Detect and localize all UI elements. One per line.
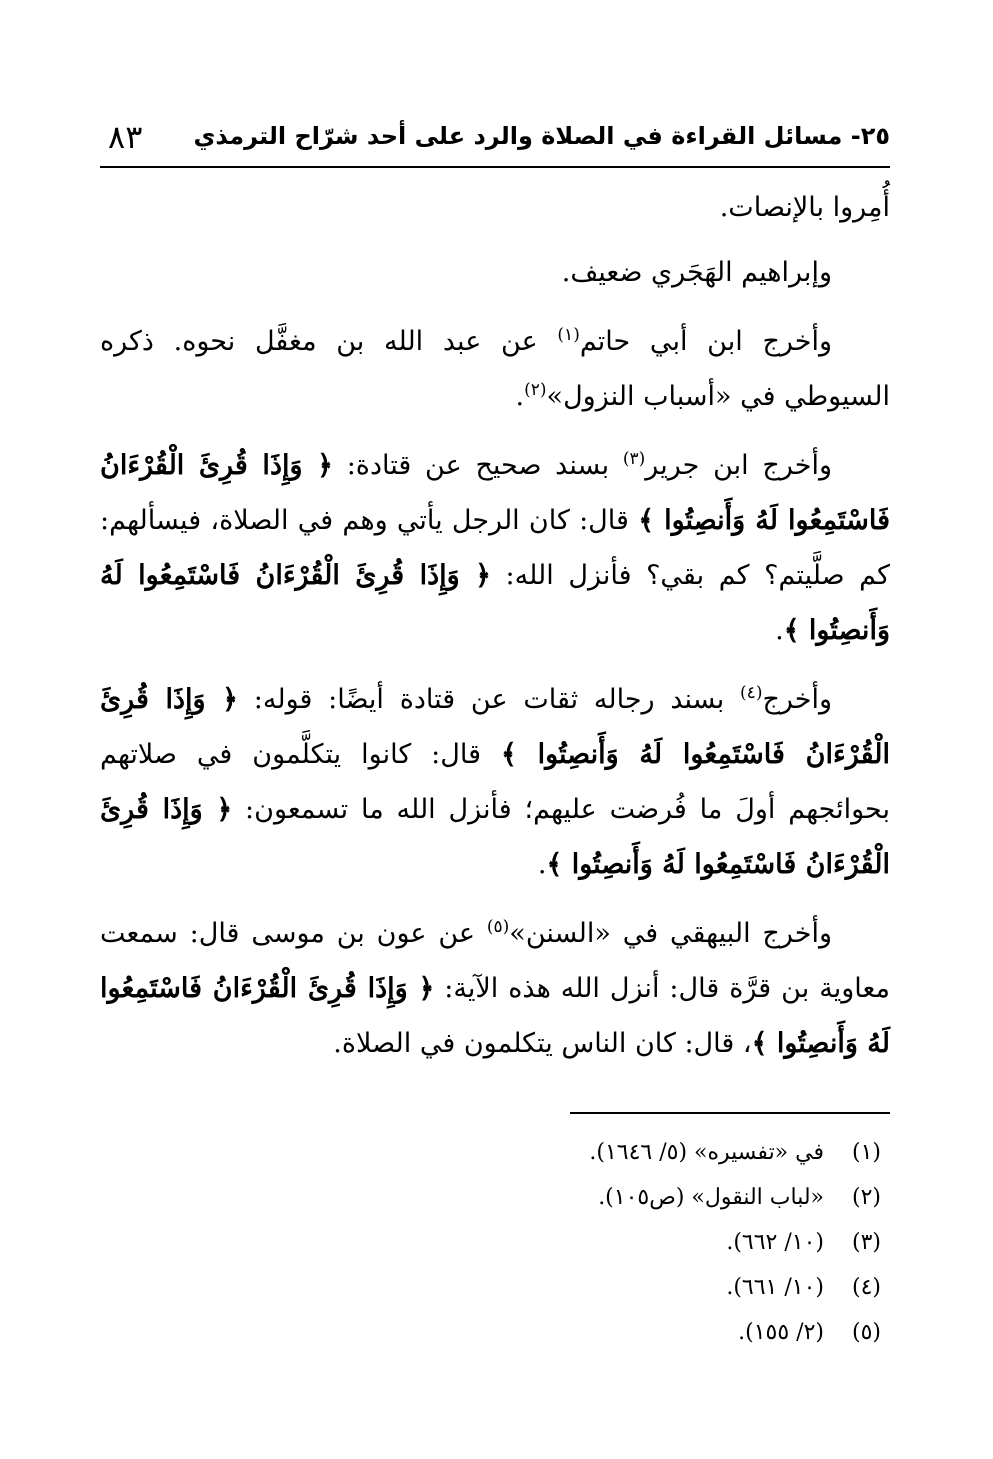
page-number: ٨٣ xyxy=(108,118,143,156)
paragraph-text: عن عون بن موسى قال: سمعت معاوية بن قرَّة قال: أنزل الله هذه الآية: xyxy=(100,918,890,1004)
footnote-number: (٤) xyxy=(851,1275,881,1300)
footnote xyxy=(281,1175,881,1220)
paragraph xyxy=(100,180,890,235)
paragraph xyxy=(100,906,890,1071)
footnote xyxy=(281,1130,881,1175)
footnote xyxy=(281,1220,881,1265)
paragraph-text: قال: كان الرجل يأتي وهم في الصلاة، فيسألهم: كم صلَّيتم؟ كم بقي؟ فأنزل الله: xyxy=(100,505,891,591)
paragraph-text: بسند صحيح عن قتادة: xyxy=(332,450,623,481)
paragraph xyxy=(100,314,890,424)
paragraph-text: عن عبد الله بن مغفَّل نحوه. ذكره السيوطي في «أسباب النزول» xyxy=(100,326,890,412)
paragraph-text: . xyxy=(515,381,525,412)
quran-verse: ﴿ وَإِذَا قُرِئَ الْقُرْءَانُ فَاسْتَمِعُوا لَهُ وَأَنصِتُوا ﴾ xyxy=(100,794,890,880)
paragraph-text: وأخرج xyxy=(762,684,833,715)
footnote-text: (١٠/ ٦٦٢). xyxy=(726,1230,824,1255)
paragraph-text: وأخرج ابن جرير xyxy=(645,450,832,481)
footnote-text: (٢/ ١٥٥). xyxy=(738,1320,824,1345)
quran-verse: ﴿ وَإِذَا قُرِئَ الْقُرْءَانُ فَاسْتَمِعُوا لَهُ وَأَنصِتُوا ﴾ xyxy=(100,973,890,1059)
quran-verse: ﴿ وَإِذَا قُرِئَ الْقُرْءَانُ فَاسْتَمِعُوا لَهُ وَأَنصِتُوا ﴾ xyxy=(100,684,890,770)
footnote-text: (١٠/ ٦٦١). xyxy=(726,1275,824,1300)
paragraph xyxy=(100,672,890,892)
paragraph xyxy=(100,438,890,658)
paragraph xyxy=(100,245,890,300)
footnote-separator xyxy=(570,1112,890,1114)
paragraph-text: وأخرج البيهقي في «السنن» xyxy=(509,918,832,949)
paragraph-text: . xyxy=(537,849,547,880)
paragraph-text: وأخرج ابن أبي حاتم xyxy=(579,326,832,357)
footnote-text: «لباب النقول» (ص١٠٥). xyxy=(598,1185,824,1210)
footnote xyxy=(281,1265,881,1310)
main-text xyxy=(100,180,890,1085)
footnote-reference[interactable]: (١) xyxy=(557,325,580,345)
footnote-number: (٥) xyxy=(851,1320,881,1345)
quran-verse: ﴿ وَإِذَا قُرِئَ الْقُرْءَانُ فَاسْتَمِعُوا لَهُ وَأَنصِتُوا ﴾ xyxy=(100,560,890,646)
footnote-reference[interactable]: (٢) xyxy=(524,380,547,400)
footnote-reference[interactable]: (٥) xyxy=(486,917,510,937)
paragraph-text: ، قال: كان الناس يتكلمون في الصلاة. xyxy=(333,1028,752,1059)
footnote-number: (٣) xyxy=(851,1230,881,1255)
page-header xyxy=(100,118,890,168)
footnote-number: (٢) xyxy=(851,1185,881,1210)
footnotes-list xyxy=(281,1130,881,1355)
paragraph-text: أُمِروا بالإنصات. xyxy=(719,192,890,223)
paragraph-text: وإبراهيم الهَجَري ضعيف. xyxy=(561,257,832,288)
paragraph-text: بسند رجاله ثقات عن قتادة أيضًا: قوله: xyxy=(238,684,741,715)
footnote-text: في «تفسيره» (٥/ ١٦٤٦). xyxy=(589,1140,824,1165)
footnote-reference[interactable]: (٣) xyxy=(622,449,646,469)
footnote-reference[interactable]: (٤) xyxy=(740,683,763,703)
paragraph-text: . xyxy=(775,615,784,646)
paragraph-text: قال: كانوا يتكلَّمون في صلاتهم بحوائجهم أولَ ما فُرضت عليهم؛ فأنزل الله ما تسمعون: xyxy=(100,739,890,825)
footnote-number: (١) xyxy=(851,1140,881,1165)
quran-verse: ﴿ وَإِذَا قُرِئَ الْقُرْءَانُ فَاسْتَمِعُوا لَهُ وَأَنصِتُوا ﴾ xyxy=(100,450,890,536)
running-title: ٢٥- مسائل القراءة في الصلاة والرد على أحد شرّاح الترمذي xyxy=(193,122,890,150)
footnote xyxy=(281,1310,881,1355)
